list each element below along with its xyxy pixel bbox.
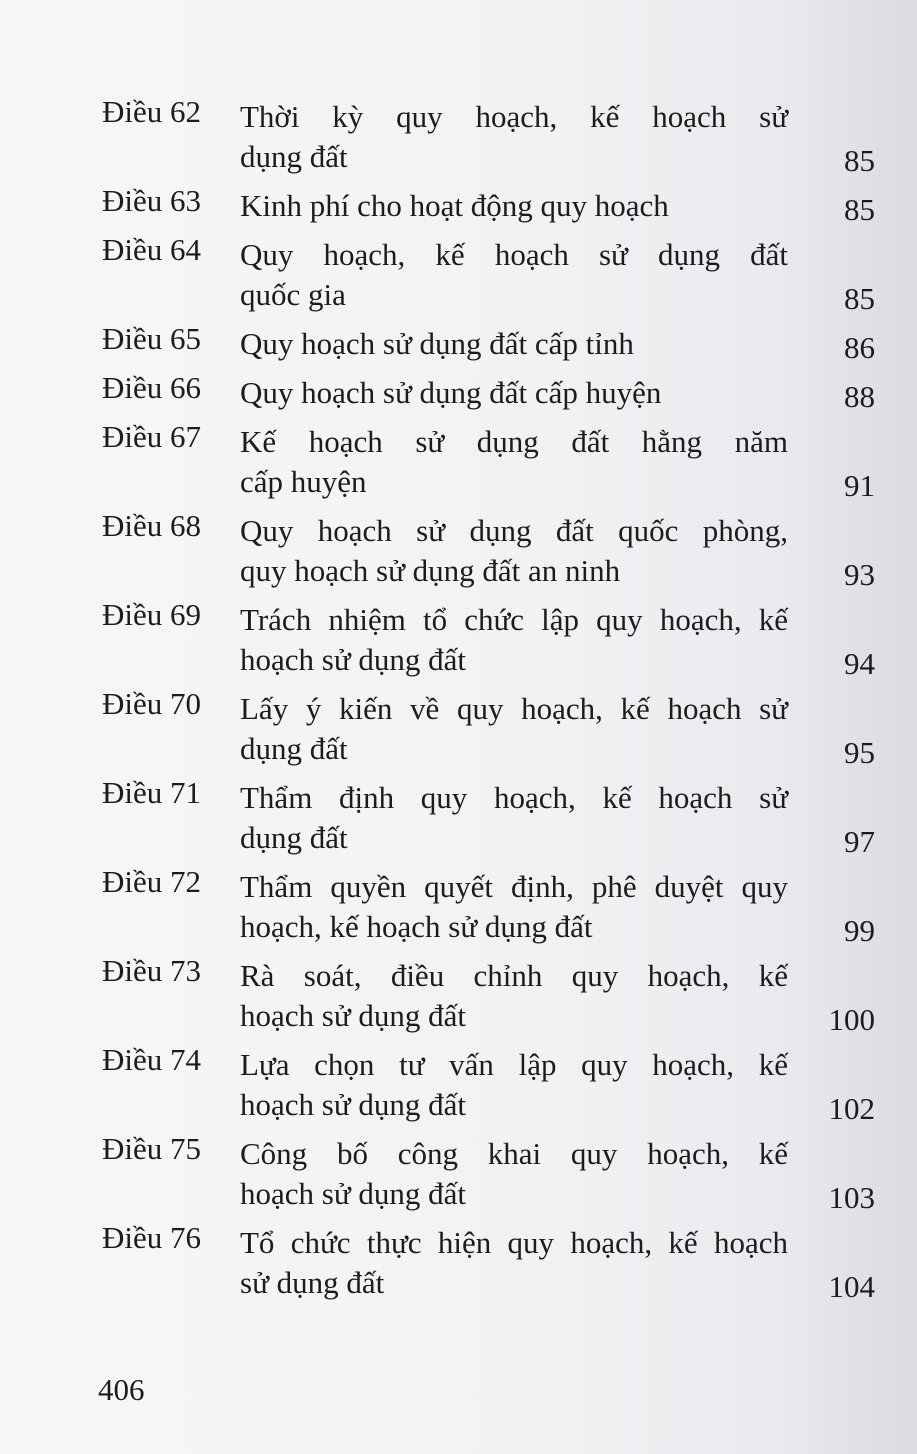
toc-entry-title-line: hoạch, kế hoạch sử dụng đất (240, 909, 593, 944)
toc-entry-title-line: cấp huyện (240, 464, 367, 499)
toc-entry-page: 103 (828, 1180, 875, 1215)
toc-entry-title (240, 1045, 788, 1125)
toc-entry-title (240, 186, 788, 226)
toc-entry-title-line: Trách nhiệm tổ chức lập quy hoạch, kế (240, 602, 788, 637)
toc-entry-title-line: hoạch sử dụng đất (240, 1176, 467, 1211)
toc-entry-label: Điều 72 (102, 864, 202, 899)
toc-entry-page: 85 (844, 281, 875, 316)
toc-entry-title-line: dụng đất (240, 731, 348, 766)
toc-entry-page: 97 (844, 824, 875, 859)
toc-entry-page: 102 (828, 1091, 875, 1126)
toc-entry-title-line: Lấy ý kiến về quy hoạch, kế hoạch sử (240, 691, 788, 726)
toc-entry-title-line: quy hoạch sử dụng đất an ninh (240, 553, 621, 588)
toc-entry-label: Điều 69 (102, 597, 202, 632)
toc-entry-title-line: dụng đất (240, 820, 348, 855)
toc-entry-title-line: Thẩm quyền quyết định, phê duyệt quy (240, 869, 788, 904)
toc-entry-label: Điều 71 (102, 775, 202, 810)
toc-entry-title-line: Quy hoạch, kế hoạch sử dụng đất (240, 237, 788, 272)
toc-entry-title (240, 373, 788, 413)
toc-entry-page: 100 (828, 1002, 875, 1037)
toc-entry-page: 95 (844, 735, 875, 770)
toc-entry-title (240, 1223, 788, 1303)
toc-entry-title (240, 235, 788, 315)
toc-entry-page: 94 (844, 646, 875, 681)
toc-entry-title-line: dụng đất (240, 139, 348, 174)
toc-entry-title-line: Quy hoạch sử dụng đất cấp tỉnh (240, 326, 634, 361)
toc-entry-title-line: Kế hoạch sử dụng đất hằng năm (240, 424, 788, 459)
toc-entry-label: Điều 67 (102, 419, 202, 454)
toc-entry-label: Điều 68 (102, 508, 202, 543)
toc-entry-title (240, 600, 788, 680)
toc-entry-page: 99 (844, 913, 875, 948)
toc-entry-label: Điều 75 (102, 1131, 202, 1166)
toc-entry-title-line: Công bố công khai quy hoạch, kế (240, 1136, 788, 1171)
toc-entry-title-line: quốc gia (240, 277, 346, 312)
toc-entry-page: 91 (844, 468, 875, 503)
toc-entry-title (240, 511, 788, 591)
toc-entry-title-line: Thẩm định quy hoạch, kế hoạch sử (240, 780, 788, 815)
toc-entry-title-line: Tổ chức thực hiện quy hoạch, kế hoạch (240, 1225, 788, 1260)
toc-entry-label: Điều 76 (102, 1220, 202, 1255)
toc-entry-title-line: Quy hoạch sử dụng đất cấp huyện (240, 375, 662, 410)
toc-entry-label: Điều 63 (102, 183, 202, 218)
toc-entry-title (240, 689, 788, 769)
toc-entry-title (240, 867, 788, 947)
toc-entry-title-line: sử dụng đất (240, 1265, 385, 1300)
toc-entry-label: Điều 70 (102, 686, 202, 721)
toc-entry-page: 85 (844, 143, 875, 178)
toc-entry-title-line: hoạch sử dụng đất (240, 642, 467, 677)
toc-entry-title (240, 956, 788, 1036)
toc-entry-title (240, 324, 788, 364)
toc-entry-title-line: Rà soát, điều chỉnh quy hoạch, kế (240, 958, 788, 993)
toc-entry-label: Điều 66 (102, 370, 202, 405)
toc-entry-page: 85 (844, 192, 875, 227)
toc-entry-page: 93 (844, 557, 875, 592)
toc-entry-title (240, 778, 788, 858)
toc-entry-title (240, 97, 788, 177)
toc-entry-label: Điều 73 (102, 953, 202, 988)
toc-entry-title-line: hoạch sử dụng đất (240, 998, 467, 1033)
toc-entry-title-line: hoạch sử dụng đất (240, 1087, 467, 1122)
toc-entry-label: Điều 62 (102, 94, 202, 129)
toc-entry-title (240, 1134, 788, 1214)
page-number: 406 (98, 1372, 145, 1407)
toc-entry-page: 86 (844, 330, 875, 365)
toc-entry-page: 88 (844, 379, 875, 414)
toc-entry-title-line: Quy hoạch sử dụng đất quốc phòng, (240, 513, 788, 548)
toc-entry-page: 104 (828, 1269, 875, 1304)
toc-entry-title (240, 422, 788, 502)
toc-entry-title-line: Kinh phí cho hoạt động quy hoạch (240, 188, 669, 223)
toc-entry-label: Điều 64 (102, 232, 202, 267)
toc-entry-title-line: Thời kỳ quy hoạch, kế hoạch sử (240, 99, 788, 134)
toc-entry-title-line: Lựa chọn tư vấn lập quy hoạch, kế (240, 1047, 788, 1082)
toc-entry-label: Điều 74 (102, 1042, 202, 1077)
toc-entry-label: Điều 65 (102, 321, 202, 356)
